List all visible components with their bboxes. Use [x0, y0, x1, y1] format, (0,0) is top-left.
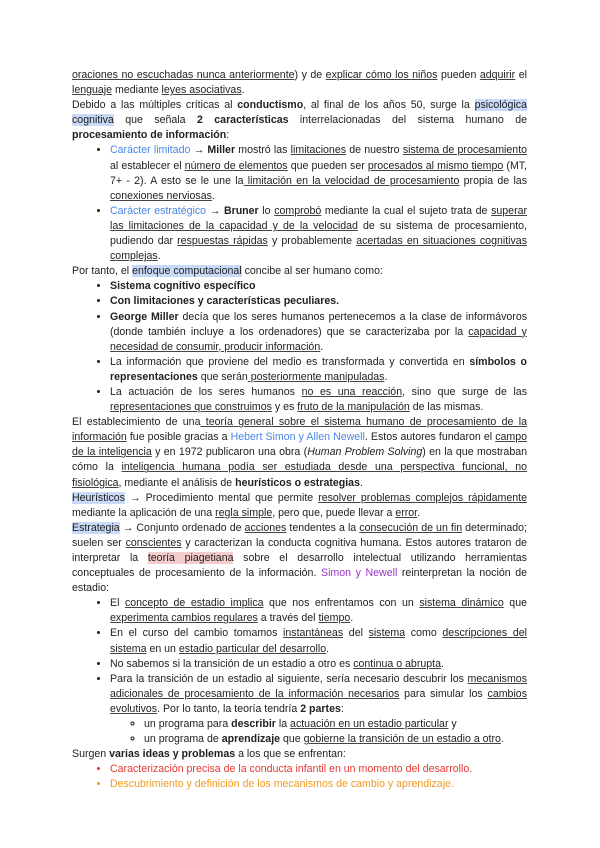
text-span: teoría general sobre el sistema humano de procesamiento de la información: [72, 416, 527, 444]
text-span: :: [340, 702, 344, 715]
text-span: pueden: [437, 69, 480, 81]
text-span: George Miller: [110, 310, 179, 323]
text-span: inteligencia humana podía ser estudiada desde una perspectiva funcional, no fisiológica: [72, 461, 527, 489]
text-span: capacidad y necesidad de consumir, producir información: [110, 325, 527, 353]
bullet-list-3: [72, 596, 527, 747]
text-span: limitación en la velocidad de procesamiento: [243, 174, 460, 187]
text-span: representaciones que construimos: [110, 401, 272, 414]
text-span: ) y de: [294, 69, 326, 81]
text-span: aprendizaje: [221, 733, 281, 746]
paragraph-1: [72, 68, 527, 98]
list-item: [110, 385, 527, 415]
text-span: símbolos o representaciones: [110, 355, 528, 383]
text-span: .: [440, 657, 444, 670]
list-item: [110, 626, 527, 656]
list-item: [110, 143, 527, 203]
text-span: .: [384, 370, 388, 383]
paragraph-6: [72, 521, 527, 596]
paragraph-4: [72, 415, 527, 490]
text-span: mediante la cual el sujeto trata de: [321, 204, 492, 217]
text-span: limitaciones: [290, 144, 347, 157]
list-item: [110, 657, 527, 672]
text-span: → Conjunto ordenado de: [119, 521, 245, 534]
text-span: explicar cómo los niños: [325, 69, 438, 81]
text-span: estadio particular del desarrollo: [178, 642, 327, 655]
text-span: 2 partes: [300, 702, 341, 715]
term-blue: Carácter estratégico: [110, 204, 207, 217]
text-span: a través del: [257, 612, 319, 625]
text-span: superar las limitaciones de la capacidad y de la velocidad: [110, 204, 528, 232]
text-span: instantáneas: [283, 627, 344, 640]
text-span: Con limitaciones y características peculiares.: [110, 295, 340, 308]
text-span: no es una reacción: [301, 385, 403, 398]
text-span: consecución de un fin: [359, 521, 463, 534]
text-span: respuestas rápidas: [177, 235, 268, 248]
text-span: .: [157, 250, 161, 263]
text-span: descripciones del sistema: [110, 627, 527, 655]
paragraph-5: [72, 491, 527, 521]
list-item-orange: [110, 777, 527, 792]
text-span: No sabemos si la transición de un estadio a otro es: [110, 657, 354, 670]
sub-list: [110, 717, 527, 747]
text-span: propia de las: [459, 174, 527, 187]
text-span: varias ideas y problemas: [109, 748, 236, 761]
text-span: sistema de procesamiento: [402, 144, 528, 157]
text-span: .: [320, 340, 324, 353]
text-span: y en 1972 publicaron una obra (: [151, 446, 308, 459]
text-span: como: [405, 627, 443, 640]
text-span: continua o abrupta: [353, 657, 441, 670]
text-span: El: [110, 597, 125, 610]
text-span: de su sistema de procesamiento, pudiendo dar: [110, 219, 527, 248]
text-span: para simular los: [399, 687, 488, 700]
text-span: acciones: [244, 521, 287, 534]
text-span: .: [326, 642, 330, 655]
list-item: [110, 279, 527, 294]
list-item: [110, 310, 527, 355]
highlighted-term: Heurísticos: [72, 491, 125, 504]
text-span: al establecer el: [110, 159, 185, 172]
text-span: . Estos autores fundaron el: [364, 431, 496, 444]
text-span: Miller: [207, 144, 236, 157]
text-span: El establecimiento de una: [72, 416, 201, 429]
text-span: La información que proviene del medio es transformada y convertida en: [110, 355, 470, 368]
list-item: [110, 294, 527, 309]
text-span: determinado; suelen ser: [72, 521, 527, 549]
text-span: Descubrimiento y definición de los mecanismos de cambio y aprendizaje.: [110, 778, 454, 791]
bullet-list-1: [72, 143, 527, 264]
text-span: .: [500, 733, 504, 746]
text-span: , mediante el análisis de: [118, 476, 236, 489]
paragraph-7: [72, 747, 527, 762]
paragraph-2: [72, 98, 527, 143]
text-span: leyes asociativas: [161, 84, 242, 97]
text-span: conscientes: [125, 536, 182, 549]
text-span: , al final de los años 50, surge la: [303, 99, 475, 112]
text-span: Bruner: [223, 204, 259, 217]
text-span: Por tanto, el: [72, 265, 133, 278]
text-span: sistema dinámico: [419, 597, 504, 610]
text-span: y probablemente: [267, 235, 357, 248]
text-span: mostró las: [235, 144, 291, 157]
text-span: describir: [231, 718, 276, 731]
text-span: error: [395, 506, 418, 519]
text-span: regla simple: [215, 506, 273, 519]
text-span: → Procedimiento mental que permite: [124, 491, 319, 504]
text-span: . Por lo tanto, la teoría tendría: [157, 702, 301, 715]
document-page: [72, 68, 527, 793]
text-span: (MT, 7+ - 2). A esto se le une la: [110, 159, 528, 187]
text-span: mediante: [112, 84, 162, 97]
text-span: adquirir: [479, 69, 516, 81]
text-span: :: [226, 129, 230, 142]
text-span: conductismo: [237, 99, 304, 112]
text-span: concibe al ser humano como:: [241, 265, 383, 278]
term-blue: Carácter limitado: [110, 144, 191, 157]
text-span: oraciones no escuchadas nunca anteriormente: [72, 69, 295, 81]
highlighted-term: psicológica cognitiva: [72, 99, 527, 127]
text-span: de nuestro: [346, 144, 403, 157]
text-span: decía que los seres humanos pertenecemos a la clase de informávoros (donde también incluye a los ordenadores) que se caracterizaba por la: [110, 310, 528, 338]
text-span: tendentes a la: [286, 521, 360, 534]
sub-list-item: [144, 732, 527, 747]
text-span: lo: [258, 204, 275, 217]
text-span: que pueden ser: [287, 159, 368, 172]
text-span: un programa de: [144, 733, 222, 746]
text-span: campo de la inteligencia: [72, 431, 527, 459]
bullet-list-4: [72, 762, 527, 792]
text-span: mecanismos adicionales de procesamiento de la información necesarios: [110, 672, 527, 700]
text-span: del: [343, 627, 369, 640]
text-span: fue posible gracias a: [126, 431, 231, 444]
text-span: .: [211, 189, 215, 202]
term-blue: Hebert Simon y Allen Newell: [230, 431, 365, 444]
text-span: .: [241, 84, 245, 97]
text-span: resolver problemas complejos rápidamente: [318, 491, 527, 504]
text-span: procesamiento de información: [72, 129, 227, 142]
text-span: →: [190, 144, 208, 157]
text-span: Para la transición de un estadio al siguiente, sería necesario descubrir los: [110, 672, 468, 685]
list-item: [110, 672, 527, 747]
text-span: tiempo: [318, 612, 351, 625]
term-purple: Simon y Newell: [321, 567, 398, 580]
text-span: la: [275, 718, 291, 731]
text-span: Human Problem Solving: [307, 446, 423, 459]
highlighted-term: enfoque computacional: [132, 265, 242, 278]
list-item: [110, 355, 527, 385]
text-span: , pero que, puede llevar a: [272, 506, 396, 519]
text-span: Caracterización precisa de la conducta infantil en un momento del desarrollo.: [110, 763, 473, 776]
text-span: Surgen: [72, 748, 110, 761]
text-span: que nos enfrentamos con un: [263, 597, 420, 610]
text-span: que: [503, 597, 527, 610]
text-span: a los que se enfrentan:: [235, 748, 346, 761]
text-span: interrelacionadas del sistema humano de: [288, 114, 527, 127]
highlighted-term: teoría piagetiana: [147, 552, 234, 564]
text-span: experimenta cambios regulares: [110, 612, 258, 625]
text-span: →: [206, 204, 224, 217]
text-span: sistema: [368, 627, 406, 640]
text-span: 2 características: [196, 114, 289, 127]
text-span: reinterpretan la noción de estadio:: [72, 567, 527, 595]
text-span: comprobó: [274, 204, 322, 217]
text-span: y es: [271, 401, 298, 414]
text-span: de las mismas.: [409, 401, 484, 414]
text-span: .: [359, 476, 363, 489]
text-span: fruto de la manipulación: [297, 401, 410, 414]
text-span: concepto de estadio implica: [124, 597, 264, 610]
text-span: y: [448, 718, 457, 731]
list-item-red: [110, 762, 527, 777]
text-span: .: [350, 612, 354, 625]
text-span: acertadas en situaciones cognitivas complejas: [110, 235, 527, 263]
text-span: lenguaje: [72, 84, 113, 97]
highlighted-term: Estrategia: [72, 521, 120, 534]
text-span: mediante la aplicación de una: [72, 506, 216, 519]
text-span: actuación en un estadio particular: [290, 718, 449, 731]
text-span: heurísticos o estrategias: [235, 476, 360, 489]
sub-list-item: [144, 717, 527, 732]
list-item: [110, 204, 527, 264]
text-span: En el curso del cambio tomamos: [110, 627, 284, 640]
text-span: Sistema cognitivo específico: [110, 280, 256, 293]
text-span: .: [417, 506, 421, 519]
text-span: que señala: [113, 114, 197, 127]
text-span: número de elementos: [184, 159, 288, 172]
text-span: gobierne la transición de un estadio a otro: [303, 733, 501, 746]
text-span: ) en la que mostraban cómo la: [72, 446, 528, 474]
text-span: sobre el desarrollo intelectual utilizando herramientas conceptuales de procesamiento de la información.: [72, 552, 527, 580]
text-span: cambios evolutivos: [110, 687, 527, 715]
text-span: conexiones nerviosas: [110, 189, 212, 202]
text-span: el: [515, 69, 527, 81]
text-span: procesados al mismo tiempo: [367, 159, 504, 172]
text-span: que serán: [197, 370, 248, 383]
text-span: en un: [146, 642, 179, 655]
text-span: , sino que surge de las: [402, 385, 527, 398]
text-span: posteriormente manipuladas: [247, 370, 385, 383]
list-item: [110, 596, 527, 626]
text-span: La actuación de los seres humanos: [110, 385, 302, 398]
text-span: y caracterizan la conducta cognitiva humana. Estos autores trataron de interpretar la: [72, 536, 527, 564]
text-span: que: [280, 733, 304, 746]
paragraph-3: [72, 264, 527, 279]
text-span: un programa para: [144, 718, 232, 731]
bullet-list-2: [72, 279, 527, 415]
text-span: Debido a las múltiples críticas al: [72, 99, 238, 112]
